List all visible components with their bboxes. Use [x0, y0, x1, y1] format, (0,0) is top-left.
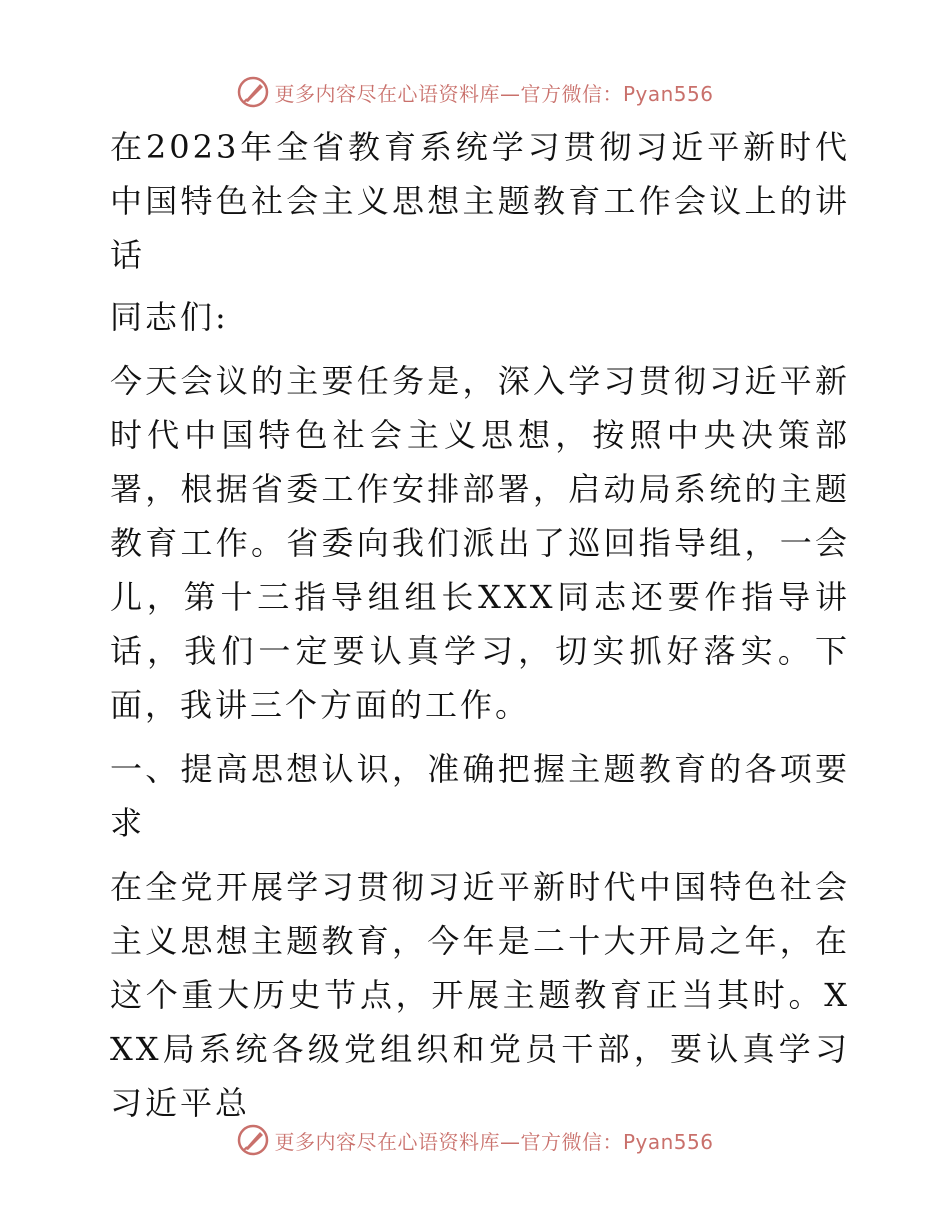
section-paragraph-1: 在全党开展学习贯彻习近平新时代中国特色社会主义思想主题教育，今年是二十大开局之年，在这个重大历史节点，开展主题教育正当其时。XXX局系统各级党组织和党员干部，要认真学习习近平总 — [110, 868, 850, 1122]
watermark-text: 更多内容尽在心语资料库—官方微信：Pyan556 — [274, 1129, 714, 1154]
section-heading-1: 一、提高思想认识，准确把握主题教育的各项要求 — [110, 750, 850, 842]
footer-watermark — [0, 1120, 950, 1160]
quill-pen-icon — [236, 1123, 270, 1157]
page-title: 在2023年全省教育系统学习贯彻习近平新时代中国特色社会主义思想主题教育工作会议上的讲话 — [110, 128, 850, 274]
salutation: 同志们: — [110, 298, 229, 336]
header-watermark — [0, 72, 950, 112]
document-body — [98, 120, 850, 1140]
intro-paragraph: 今天会议的主要任务是，深入学习贯彻习近平新时代中国特色社会主义思想，按照中央决策部署，根据省委工作安排部署，启动局系统的主题教育工作。省委向我们派出了巡回指导组，一会儿，第十三指导组组长XXX同志还要作指导讲话，我们一定要认真学习，切实抓好落实。下面，我讲三个方面的工作。 — [110, 362, 850, 724]
watermark-text: 更多内容尽在心语资料库—官方微信：Pyan556 — [274, 81, 714, 106]
quill-pen-icon — [236, 75, 270, 109]
